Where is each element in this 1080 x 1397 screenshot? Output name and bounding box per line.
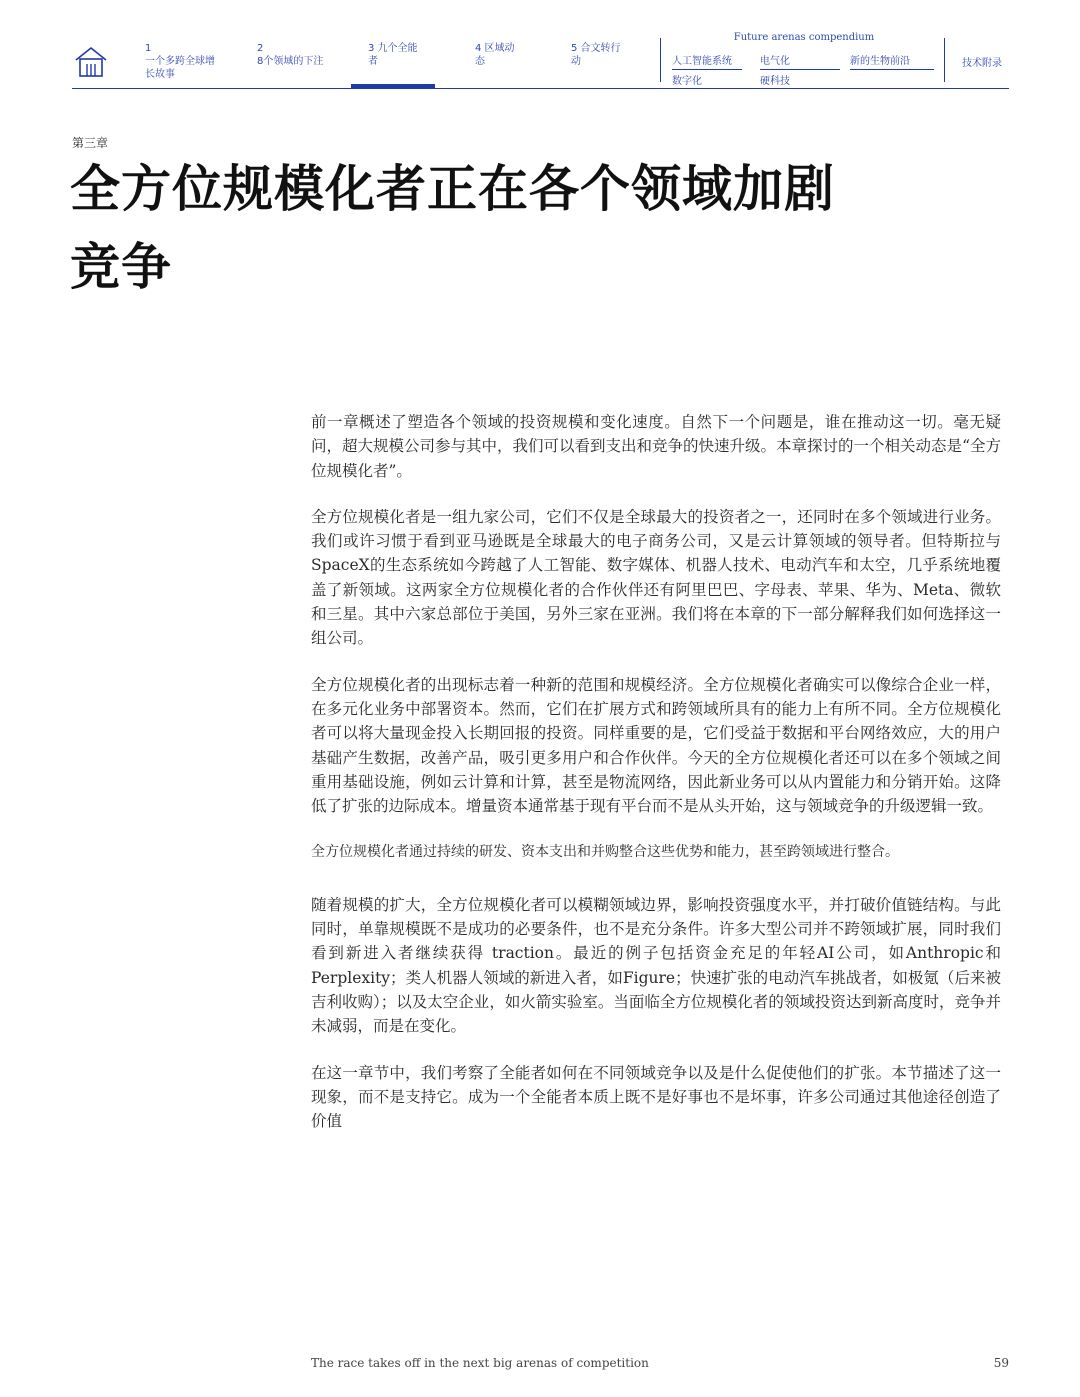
- page-number: 59: [993, 1356, 1009, 1370]
- nav-item-chapter-5[interactable]: [571, 42, 621, 68]
- nav-item-label: 8个领域的下注: [257, 56, 324, 67]
- arena-link-bio[interactable]: 新的生物前沿: [850, 52, 934, 70]
- nav-item-chapter-1[interactable]: [145, 42, 219, 81]
- appendix-link[interactable]: 技术附录: [962, 58, 1002, 69]
- paragraph: 随着规模的扩大，全方位规模化者可以模糊领域边界，影响投资强度水平，并打破价值链结构。与此同时，单靠规模既不是成功的必要条件，也不是充分条件。许多大型公司并不跨领域扩展，同时我们看到新进入者继续获得 traction。最近的例子包括资金充足的年轻AI公司，如Anthropic和Perplexity；类人机器人领域的新进入者，如Figure；快速扩张的电动汽车挑战者，如极氪（后来被吉利收购）；以及太空企业，如火箭实验室。当面临全方位规模化者的领域投资达到新高度时，竞争并未减弱，而是在变化。: [311, 895, 1001, 1036]
- active-tab-indicator: [351, 84, 435, 89]
- arena-link-electrification[interactable]: 电气化: [760, 52, 840, 70]
- chapter-label: 第三章: [72, 136, 109, 150]
- divider: [660, 38, 661, 82]
- body-text: [311, 410, 1001, 1155]
- paragraph: 全方位规模化者通过持续的研发、资本支出和并购整合这些优势和能力，甚至跨领域进行整合。: [311, 844, 899, 861]
- paragraph: 在这一章节中，我们考察了全能者如何在不同领域竞争以及是什么促使他们的扩张。本节描述了这一现象，而不是支持它。成为一个全能者本质上既不是好事也不是坏事，许多公司通过其他途径创造了价值: [311, 1063, 1001, 1131]
- paragraph: 前一章概述了塑造各个领域的投资规模和变化速度。自然下一个问题是，谁在推动这一切。毫无疑问，超大规模公司参与其中，我们可以看到支出和竞争的快速升级。本章探讨的一个相关动态是“全方位规模化者”。: [311, 413, 1001, 480]
- nav-item-number: 2: [257, 43, 264, 54]
- arena-link-hardtech[interactable]: 硬科技: [760, 76, 790, 87]
- nav-item-number: 3 九个全能: [368, 43, 418, 54]
- nav-item-label: 一个多跨全球增长故事: [145, 56, 215, 80]
- nav-item-chapter-3[interactable]: [368, 42, 418, 68]
- compendium-title: Future arenas compendium: [733, 32, 875, 43]
- nav-item-label: 动: [571, 56, 581, 67]
- paragraph: 全方位规模化者的出现标志着一种新的范围和规模经济。全方位规模化者确实可以像综合企业一样，在多元化业务中部署资本。然而，它们在扩展方式和跨领域所具有的能力上有所不同。全方位规模化者可以将大量现金投入长期回报的投资。同样重要的是，它们受益于数据和平台网络效应，大的用户基础产生数据，改善产品，吸引更多用户和合作伙伴。今天的全方位规模化者还可以在多个领域之间重用基础设施，例如云计算和计算，甚至是物流网络，因此新业务可以从内置能力和分销开始。这降低了扩张的边际成本。增量资本通常基于现有平台而不是从头开始，这与领域竞争的升级逻辑一致。: [311, 675, 1001, 816]
- nav-item-label: 态: [475, 56, 485, 67]
- arena-link-ai[interactable]: 人工智能系统: [672, 52, 742, 70]
- paragraph: 全方位规模化者是一组九家公司，它们不仅是全球最大的投资者之一，还同时在多个领域进行业务。我们或许习惯于看到亚马逊既是全球最大的电子商务公司，又是云计算领域的领导者。但特斯拉与SpaceX的生态系统如今跨越了人工智能、数字媒体、机器人技术、电动汽车和太空，几乎系统地覆盖了新领域。这两家全方位规模化者的合作伙伴还有阿里巴巴、字母表、苹果、华为、Meta、微软和三星。其中六家总部位于美国，另外三家在亚洲。我们将在本章的下一部分解释我们如何选择这一组公司。: [311, 507, 1001, 648]
- nav-item-label: 者: [368, 56, 378, 67]
- nav-item-chapter-4[interactable]: [475, 42, 515, 68]
- footer-text: The race takes off in the next big arenas of competition: [311, 1356, 649, 1370]
- nav-item-chapter-2[interactable]: [257, 42, 323, 68]
- divider: [944, 38, 945, 82]
- nav-item-number: 5 合文转行: [571, 43, 621, 54]
- nav-rule: [72, 88, 1009, 89]
- page-title: 全方位规模化者正在各个领域加剧竞争: [70, 160, 835, 296]
- nav-item-number: 1: [145, 43, 152, 54]
- arena-link-digital[interactable]: 数字化: [672, 76, 702, 87]
- home-icon[interactable]: [74, 46, 108, 78]
- nav-item-number: 4 区域动: [475, 43, 515, 54]
